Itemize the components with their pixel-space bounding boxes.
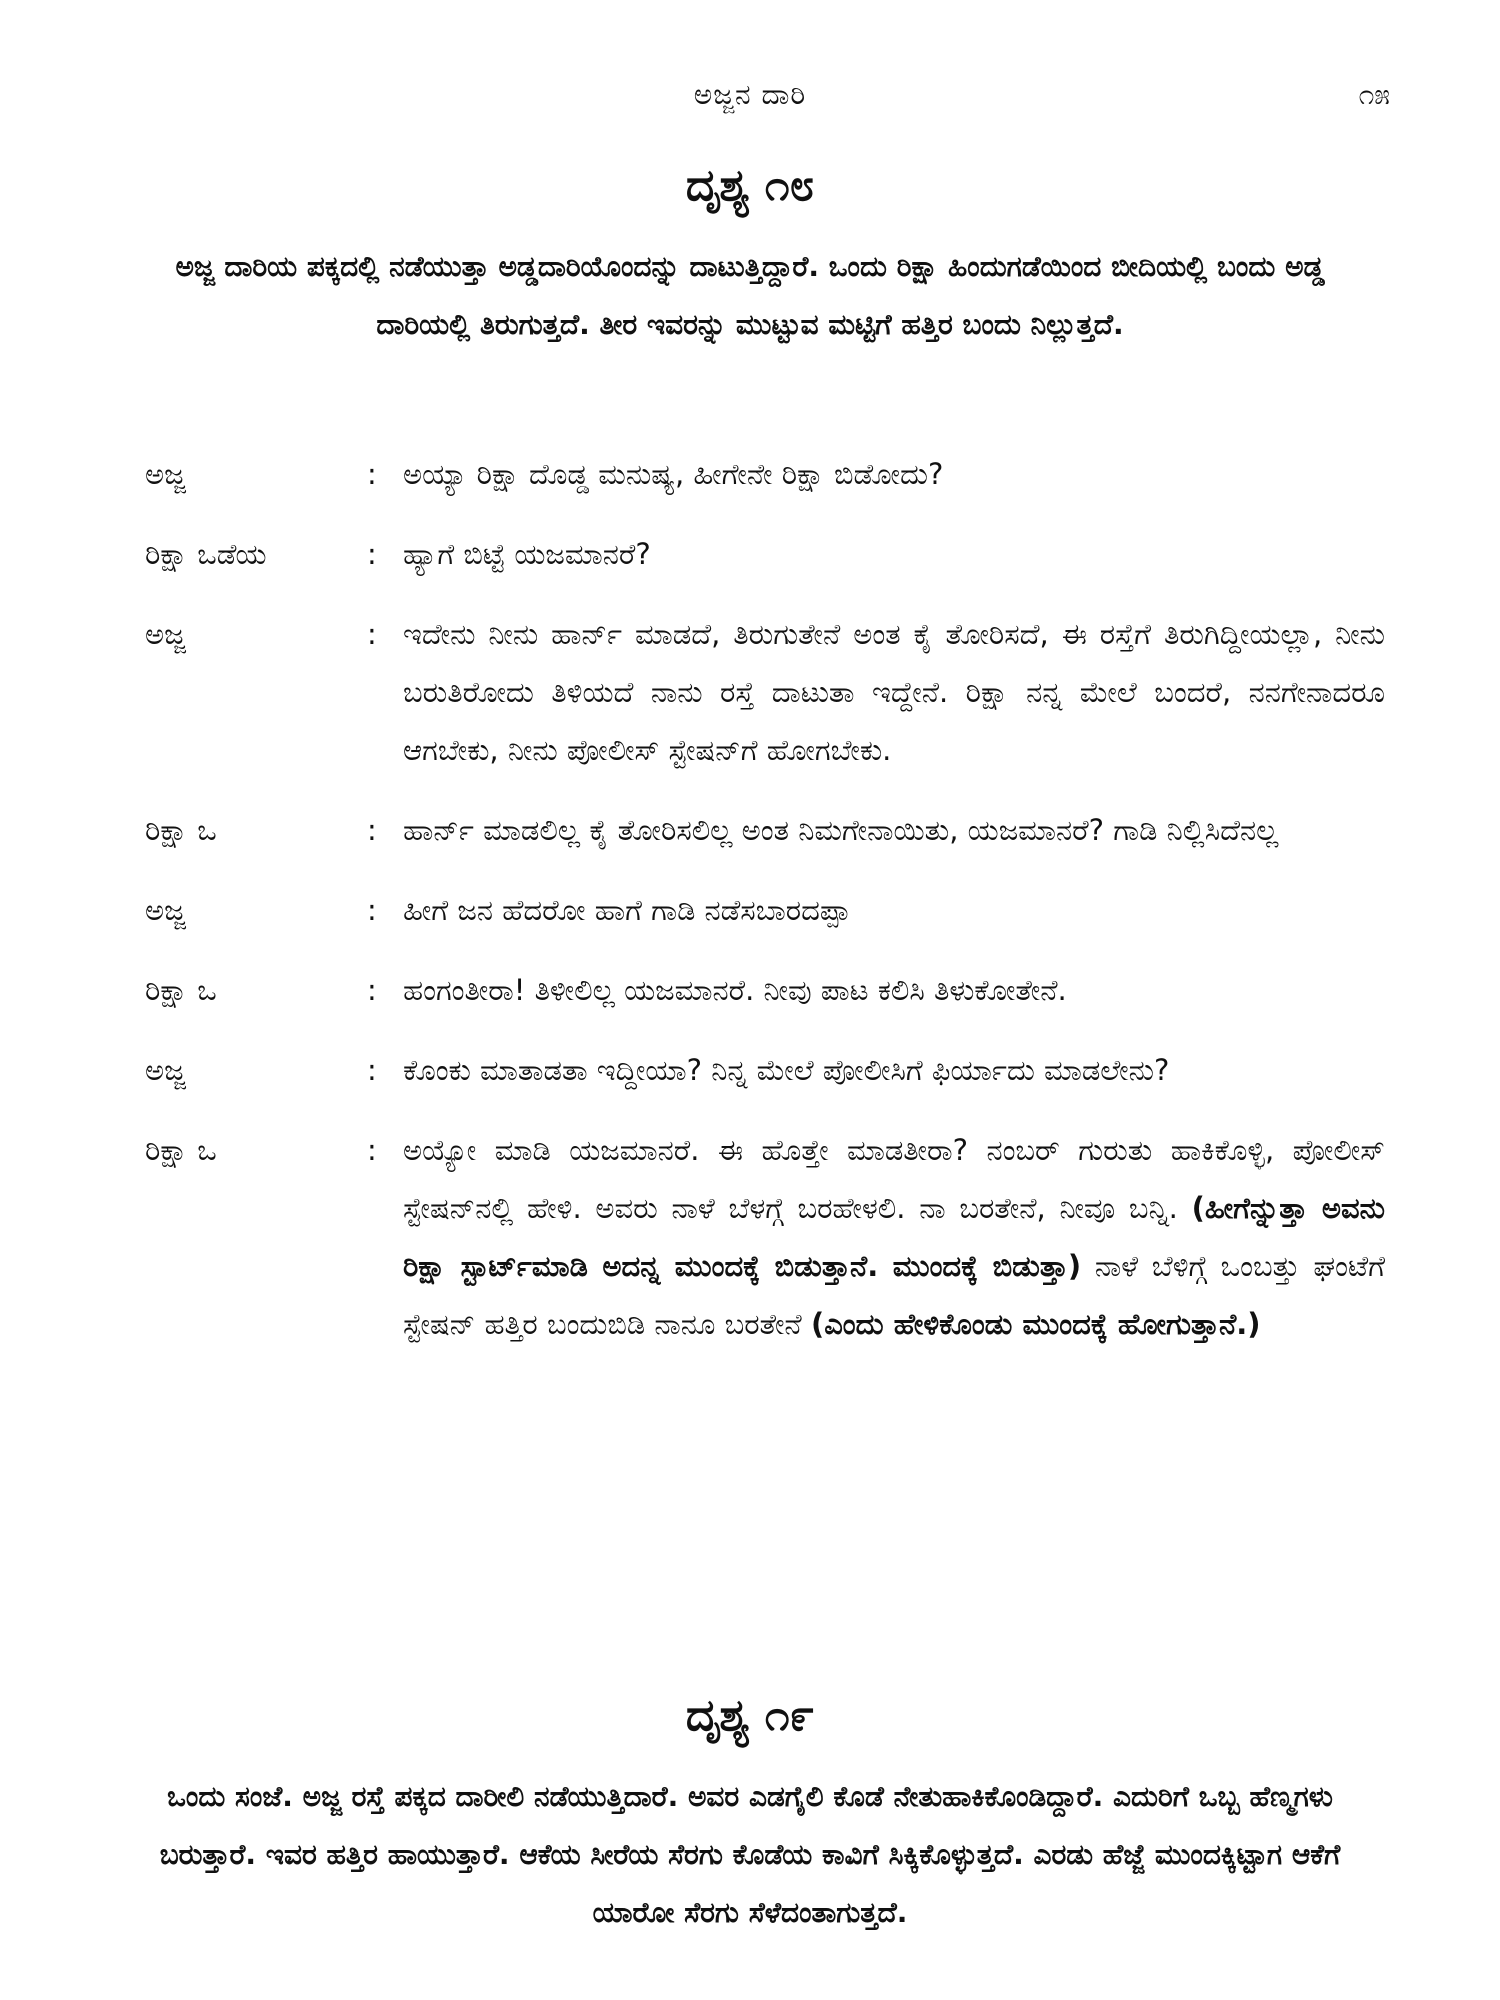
- dialogue-line: [145, 1041, 1385, 1099]
- dialogue-line: [145, 961, 1385, 1019]
- scene-18-title: ದೃಶ್ಯ ೧೮: [685, 160, 815, 211]
- scene-19-stage-direction: ಒಂದು ಸಂಜೆ. ಅಜ್ಜ ರಸ್ತೆ ಪಕ್ಕದ ದಾರೀಲಿ ನಡೆಯುತ್ತಿದಾರೆ. ಅವರ ಎಡಗೈಲಿ ಕೊಡೆ ನೇತುಹಾಕಿಕೊಂಡಿದ್ದಾರೆ. ಎದುರಿಗೆ ಒಬ್ಬ ಹೆಣ್ಮಗಳು ಬರುತ್ತಾರೆ. ಇವರ ಹತ್ತಿರ ಹಾಯುತ್ತಾರೆ. ಆಕೆಯ ಸೀರೆಯ ಸೆರಗು ಕೊಡೆಯ ಕಾವಿಗೆ ಸಿಕ್ಕಿಕೊಳ್ಳುತ್ತದೆ. ಎರಡು ಹೆಜ್ಜೆ ಮುಂದಕ್ಕಿಟ್ಟಾಗ ಆಕೆಗೆ ಯಾರೋ ಸೆರಗು ಸೆಳೆದಂತಾಗುತ್ತದೆ.: [159, 1780, 1341, 1929]
- speaker-name: ರಿಕ್ಷಾ ಒಡೆಯ: [145, 537, 267, 571]
- speaker-colon: :: [367, 617, 377, 651]
- speaker-colon: :: [367, 1133, 377, 1167]
- dialogue-line: [145, 605, 1385, 779]
- speech-text: ಹೀಗೆ ಜನ ಹೆದರೋ ಹಾಗೆ ಗಾಡಿ ನಡೆಸಬಾರದಪ್ಪಾ: [403, 893, 851, 927]
- page-number: ೧೫: [1358, 78, 1390, 111]
- dialogue-line: [145, 881, 1385, 939]
- speech-text: ಹಾರ್ನ್ ಮಾಡಲಿಲ್ಲ ಕೈ ತೋರಿಸಲಿಲ್ಲ ಅಂತ ನಿಮಗೇನಾಯಿತು, ಯಜಮಾನರೆ? ಗಾಡಿ ನಿಲ್ಲಿಸಿದೆನಲ್ಲ: [403, 813, 1279, 847]
- speaker-colon: :: [367, 973, 377, 1007]
- speech-text: [403, 1121, 1385, 1353]
- speech-part: ಅಯ್ಯೋ ಮಾಡಿ ಯಜಮಾನರೆ. ಈ ಹೊತ್ತೇ ಮಾಡತೀರಾ? ನಂಬರ್ ಗುರುತು ಹಾಕಿಕೊಳ್ಳಿ, ಪೋಲೀಸ್ ಸ್ಟೇಷನ್‌ನಲ್ಲಿ ಹೇಳಿ. ಅವರು ನಾಳೆ ಬೆಳಗ್ಗೆ ಬರಹೇಳಲಿ. ನಾ ಬರತೇನೆ, ನೀವೂ ಬನ್ನಿ.: [403, 1133, 1385, 1225]
- speech-text: ಹ್ಯಾಗೆ ಬಿಟ್ಟೆ ಯಜಮಾನರೆ?: [403, 537, 651, 571]
- speech-text: ಇದೇನು ನೀನು ಹಾರ್ನ್ ಮಾಡದೆ, ತಿರುಗುತೇನೆ ಅಂತ ಕೈ ತೋರಿಸದೆ, ಈ ರಸ್ತೆಗೆ ತಿರುಗಿದ್ದೀಯಲ್ಲಾ, ನೀನು ಬರುತಿರೋದು ತಿಳಿಯದೆ ನಾನು ರಸ್ತೆ ದಾಟುತಾ ಇದ್ದೇನೆ. ರಿಕ್ಷಾ ನನ್ನ ಮೇಲೆ ಬಂದರೆ, ನನಗೇನಾದರೂ ಆಗಬೇಕು, ನೀನು ಪೋಲೀಸ್ ಸ್ಟೇಷನ್‌ಗೆ ಹೋಗಬೇಕು.: [403, 617, 1385, 767]
- dialogue-line: [145, 525, 1385, 583]
- speaker-name: ಅಜ್ಜ: [145, 893, 186, 927]
- running-header: [0, 78, 1500, 118]
- scene-18-stage-direction: ಅಜ್ಜ ದಾರಿಯ ಪಕ್ಕದಲ್ಲಿ ನಡೆಯುತ್ತಾ ಅಡ್ಡದಾರಿಯೊಂದನ್ನು ದಾಟುತ್ತಿದ್ದಾರೆ. ಒಂದು ರಿಕ್ಷಾ ಹಿಂದುಗಡೆಯಿಂದ ಬೀದಿಯಲ್ಲಿ ಬಂದು ಅಡ್ಡ ದಾರಿಯಲ್ಲಿ ತಿರುಗುತ್ತದೆ. ತೀರ ಇವರನ್ನು ಮುಟ್ಟುವ ಮಟ್ಟಿಗೆ ಹತ್ತಿರ ಬಂದು ನಿಲ್ಲುತ್ತದೆ.: [175, 250, 1325, 341]
- speaker-name: ರಿಕ್ಷಾ ಒ: [145, 813, 217, 847]
- scene-19-title: ದೃಶ್ಯ ೧೯: [685, 1690, 815, 1741]
- speaker-colon: :: [367, 813, 377, 847]
- speaker-name: ರಿಕ್ಷಾ ಒ: [145, 973, 217, 1007]
- speaker-name: ಅಜ್ಜ: [145, 1053, 186, 1087]
- inline-stage-direction: (ಹೀಗೆನ್ನುತ್ತಾ ಅವನು ರಿಕ್ಷಾ ಸ್ಟಾರ್ಟ್‌ಮಾಡಿ ಅದನ್ನ ಮುಂದಕ್ಕೆ ಬಿಡುತ್ತಾನೆ. ಮುಂದಕ್ಕೆ ಬಿಡುತ್ತಾ): [403, 1191, 1386, 1283]
- running-title: ಅಜ್ಜನ ದಾರಿ: [693, 78, 807, 111]
- speech-text: ಕೊಂಕು ಮಾತಾಡತಾ ಇದ್ದೀಯಾ? ನಿನ್ನ ಮೇಲೆ ಪೋಲೀಸಿಗೆ ಫಿರ್ಯಾದು ಮಾಡಲೇನು?: [403, 1053, 1170, 1087]
- speaker-colon: :: [367, 1053, 377, 1087]
- scene-18-dialogue: [145, 445, 1385, 1375]
- dialogue-line: [145, 445, 1385, 503]
- speaker-colon: :: [367, 457, 377, 491]
- dialogue-line: [145, 1121, 1385, 1353]
- speech-part: ನಾಳೆ ಬೆಳಿಗ್ಗೆ ಒಂಬತ್ತು ಘಂಟೆಗೆ ಸ್ಟೇಷನ್ ಹತ್ತಿರ ಬಂದುಬಿಡಿ ನಾನೂ ಬರತೇನೆ: [403, 1249, 1385, 1341]
- inline-stage-direction: (ಎಂದು ಹೇಳಿಕೊಂಡು ಮುಂದಕ್ಕೆ ಹೋಗುತ್ತಾನೆ.): [810, 1307, 1261, 1341]
- dialogue-line: [145, 801, 1385, 859]
- speaker-name: ಅಜ್ಜ: [145, 617, 186, 651]
- speech-text: ಹಂಗಂತೀರಾ! ತಿಳೀಲಿಲ್ಲ ಯಜಮಾನರೆ. ನೀವು ಪಾಟ ಕಲಿಸಿ ತಿಳುಕೋತೇನೆ.: [403, 973, 1067, 1007]
- speaker-name: ರಿಕ್ಷಾ ಒ: [145, 1133, 217, 1167]
- speaker-colon: :: [367, 893, 377, 927]
- speaker-colon: :: [367, 537, 377, 571]
- speaker-name: ಅಜ್ಜ: [145, 457, 186, 491]
- speech-text: ಅಯ್ಯಾ ರಿಕ್ಷಾ ದೊಡ್ಡ ಮನುಷ್ಯ, ಹೀಗೇನೇ ರಿಕ್ಷಾ ಬಿಡೋದು?: [403, 457, 944, 491]
